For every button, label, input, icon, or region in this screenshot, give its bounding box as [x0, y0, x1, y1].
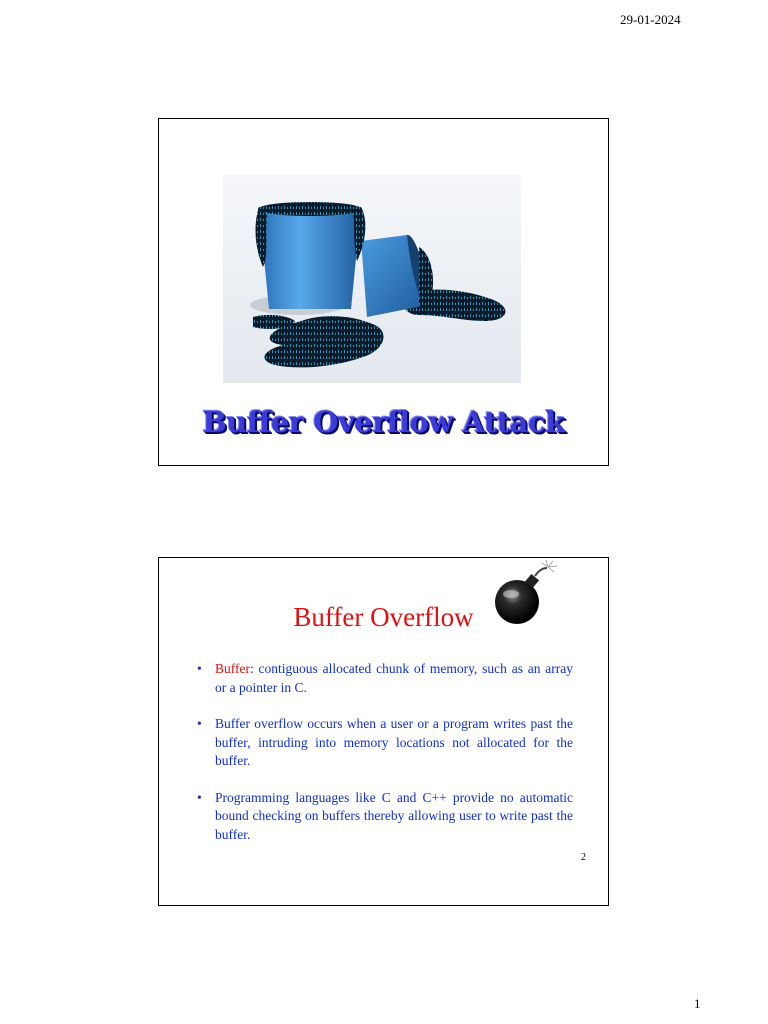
page-number: 1 — [694, 996, 701, 1011]
bullet-list — [197, 660, 573, 862]
bullet-text: : contiguous allocated chunk of memory, such as an array or a pointer in C. — [215, 661, 573, 695]
slide-2 — [158, 557, 609, 906]
bomb-icon — [491, 558, 567, 634]
slide-2-title: Buffer Overflow — [293, 602, 474, 632]
slide-1-title: Buffer Overflow Attack — [202, 405, 565, 439]
slide-1 — [158, 118, 609, 466]
list-item — [197, 789, 573, 845]
list-item — [197, 715, 573, 771]
bucket-overflow-illustration — [223, 175, 521, 383]
term-buffer: Buffer — [215, 661, 250, 676]
bullet-text: Buffer overflow occurs when a user or a program writes past the buffer, intruding into memory locations not allocated for the buffer. — [215, 716, 573, 768]
list-item — [197, 660, 573, 697]
bullet-text: Programming languages like C and C++ provide no automatic bound checking on buffers thereby allowing user to write past the buffer. — [215, 789, 573, 842]
slide-number: 2 — [581, 852, 586, 863]
header-date: 29-01-2024 — [620, 12, 681, 27]
